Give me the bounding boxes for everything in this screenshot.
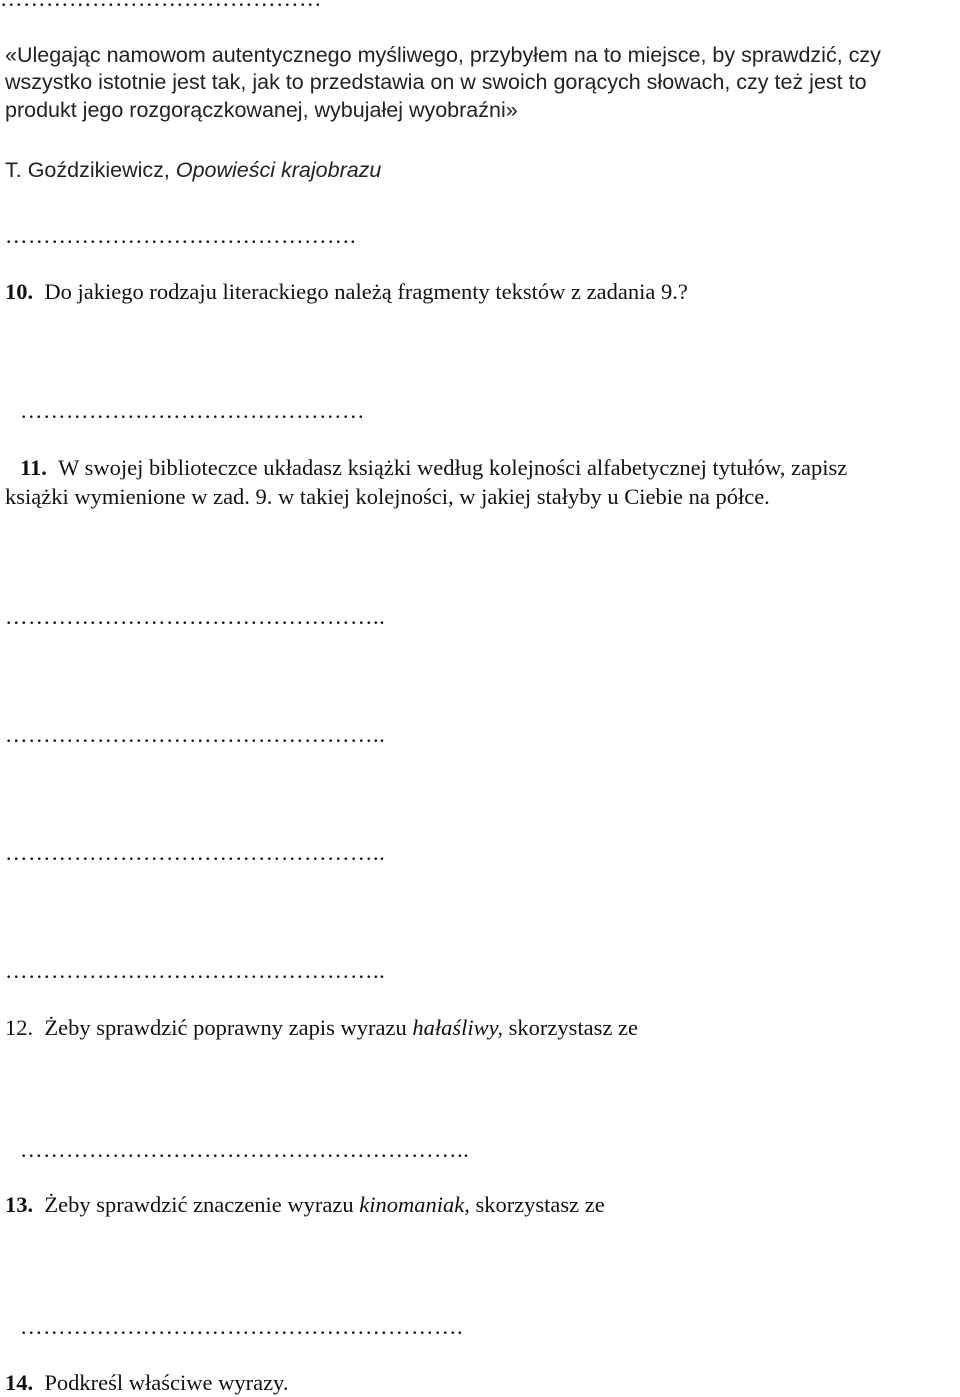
question-12-number: 12.	[5, 1015, 34, 1040]
question-14	[5, 1370, 288, 1396]
question-13	[5, 1192, 605, 1218]
question-13-text-before: Żeby sprawdzić znaczenie wyrazu	[44, 1192, 360, 1217]
answer-line-12: …………………………………………………..	[20, 1137, 470, 1162]
answer-line-11-2: …………………………………………..	[5, 722, 386, 747]
quote-source	[5, 158, 381, 183]
question-13-number: 13.	[5, 1192, 34, 1217]
quote-line-1: «Ulegając namowom autentycznego myśliwego, przybyłem na to miejsce, by sprawdzić, czy	[5, 43, 881, 67]
answer-line-9: ……………………………………….	[5, 223, 357, 248]
question-14-text: Podkreśl właściwe wyrazy.	[44, 1370, 289, 1395]
question-11-line-1: W swojej biblioteczce układasz książki według kolejności alfabetycznej tytułów, zapisz	[58, 455, 848, 480]
question-12-text-after: skorzystasz ze	[503, 1015, 638, 1040]
question-13-text-after: , skorzystasz ze	[464, 1192, 605, 1217]
question-12-word: hałaśliwy,	[412, 1015, 504, 1040]
answer-line-10: ………………………………………	[20, 398, 365, 423]
answer-line-13: ………………………………………………….	[20, 1314, 464, 1339]
question-12-text-before: Żeby sprawdzić poprawny zapis wyrazu	[44, 1015, 413, 1040]
question-10-text: Do jakiego rodzaju literackiego należą fragmenty tekstów z zadania 9.?	[44, 279, 688, 304]
question-12	[5, 1015, 638, 1041]
quote-line-3: produkt jego rozgorączkowanej, wybujałej wyobraźni»	[5, 98, 518, 122]
quote-line-2: wszystko istotnie jest tak, jak to przedstawia on w swoich gorących słowach, czy też jest to	[5, 70, 867, 94]
quote-author: T. Goździkiewicz,	[5, 158, 176, 182]
question-10	[5, 279, 688, 305]
answer-line-11-1: …………………………………………..	[5, 604, 386, 629]
question-11-number: 11.	[20, 455, 47, 480]
question-11	[20, 455, 847, 481]
question-13-word: kinomaniak	[359, 1192, 465, 1217]
answer-line-11-3: …………………………………………..	[5, 840, 386, 865]
top-answer-dots	[0, 0, 322, 12]
quote-book-title: Opowieści krajobrazu	[175, 158, 382, 182]
question-14-number: 14.	[5, 1370, 34, 1395]
question-10-number: 10.	[5, 279, 34, 304]
answer-line-11-4: …………………………………………..	[5, 958, 386, 983]
question-11-line-2: książki wymienione w zad. 9. w takiej kolejności, w jakiej stałyby u Ciebie na półce.	[5, 484, 770, 509]
